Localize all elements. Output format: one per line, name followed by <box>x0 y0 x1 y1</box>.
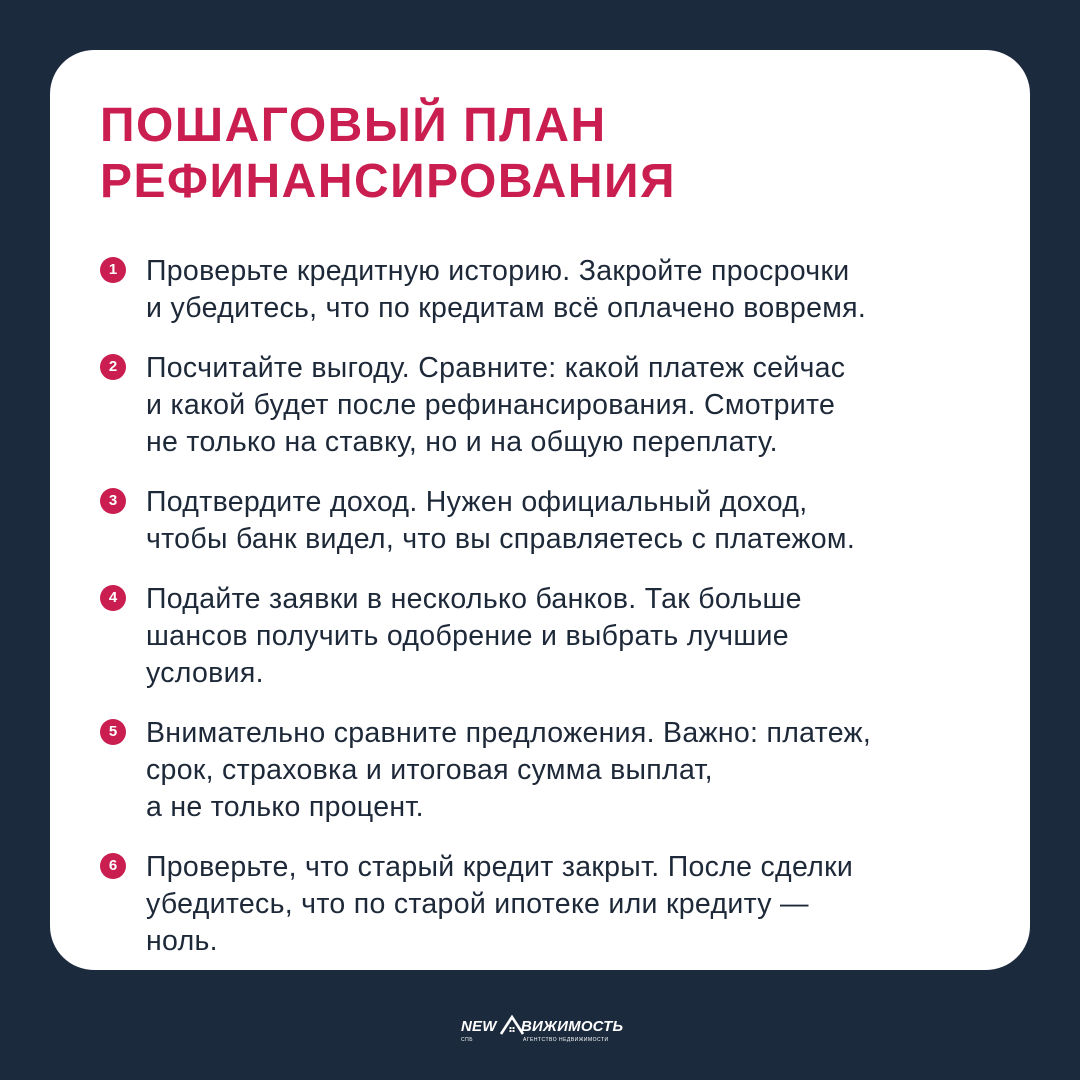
step-text-line: чтобы банк видел, что вы справляетесь с платежом. <box>146 523 856 555</box>
step-text <box>146 484 980 558</box>
step-text-line: Проверьте кредитную историю. Закройте просрочки <box>146 255 850 287</box>
step-1 <box>100 253 980 327</box>
step-text-line: а не только процент. <box>146 791 424 823</box>
logo-text-left: NEW <box>461 1018 497 1035</box>
step-number-badge: 4 <box>100 585 126 611</box>
logo-subtitle-agency: АГЕНТСТВО НЕДВИЖИМОСТИ <box>523 1037 609 1043</box>
logo-wordmark <box>455 1014 625 1050</box>
step-text-line: Посчитайте выгоду. Сравните: какой платеж сейчас <box>146 352 846 384</box>
step-text-line: ноль. <box>146 925 218 957</box>
logo-text-right: ВИЖИМОСТЬ <box>521 1018 624 1035</box>
step-text <box>146 350 980 461</box>
step-number-badge: 3 <box>100 488 126 514</box>
step-4 <box>100 581 980 692</box>
step-number-badge: 2 <box>100 354 126 380</box>
step-text <box>146 849 980 960</box>
step-3 <box>100 484 980 558</box>
content-card <box>50 50 1030 970</box>
step-text-line: Внимательно сравните предложения. Важно: платеж, <box>146 717 872 749</box>
steps-list <box>100 253 980 960</box>
step-number-badge: 6 <box>100 853 126 879</box>
logo-subtitle-city: СПБ <box>461 1037 473 1043</box>
step-text-line: шансов получить одобрение и выбрать лучшие <box>146 620 789 652</box>
step-number-badge: 1 <box>100 257 126 283</box>
page-title <box>100 98 980 210</box>
step-text-line: Проверьте, что старый кредит закрыт. После сделки <box>146 851 854 883</box>
step-text-line: и какой будет после рефинансирования. Смотрите <box>146 389 836 421</box>
step-text-line: срок, страховка и итоговая сумма выплат, <box>146 754 713 786</box>
step-6 <box>100 849 980 960</box>
step-text <box>146 581 980 692</box>
step-text-line: не только на ставку, но и на общую переплату. <box>146 426 778 458</box>
step-number-badge: 5 <box>100 719 126 745</box>
step-text-line: условия. <box>146 657 264 689</box>
brand-logo <box>0 1014 1080 1055</box>
step-2 <box>100 350 980 461</box>
title-line-2: РЕФИНАНСИРОВАНИЯ <box>100 155 676 208</box>
title-line-1: ПОШАГОВЫЙ ПЛАН <box>100 99 607 152</box>
step-text <box>146 253 980 327</box>
step-text-line: Подтвердите доход. Нужен официальный доход, <box>146 486 808 518</box>
step-text-line: Подайте заявки в несколько банков. Так больше <box>146 583 802 615</box>
step-text-line: убедитесь, что по старой ипотеке или кредиту — <box>146 888 809 920</box>
step-text-line: и убедитесь, что по кредитам всё оплачено вовремя. <box>146 292 867 324</box>
step-5 <box>100 715 980 826</box>
step-text <box>146 715 980 826</box>
